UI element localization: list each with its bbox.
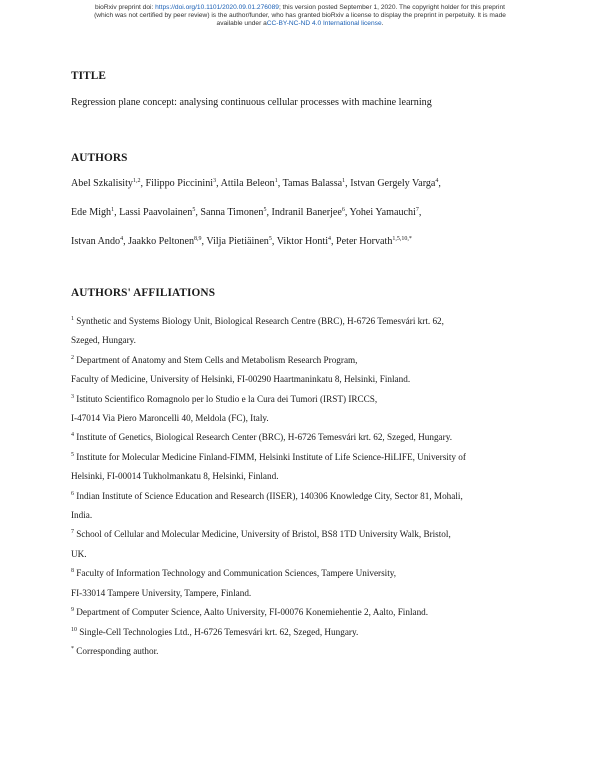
author-name: Ede Migh <box>71 207 112 218</box>
affiliation-item <box>71 487 541 526</box>
author-name: Lassi Paavolainen <box>119 207 193 218</box>
affiliation-number: * <box>71 645 74 652</box>
affiliation-line <box>71 409 541 428</box>
affiliation-number: 3 <box>71 393 74 400</box>
affiliation-item <box>71 564 541 603</box>
author-affiliation-sup: 8,9 <box>194 236 202 242</box>
affiliation-item <box>71 525 541 564</box>
affiliation-text: Faculty of Information Technology and Communication Sciences, Tampere University, <box>76 568 397 579</box>
author-name: Vilja Pietiäinen <box>206 236 269 247</box>
affiliation-text: Faculty of Medicine, University of Helsinki, FI-00290 Haartmaninkatu 8, Helsinki, Finland. <box>71 374 411 385</box>
affiliation-line <box>71 564 541 583</box>
affiliation-line <box>71 428 541 447</box>
affiliations-list <box>71 312 541 661</box>
banner-line-1 <box>0 4 600 12</box>
affiliation-text: Single-Cell Technologies Ltd., H-6726 Temesvári krt. 62, Szeged, Hungary. <box>79 626 359 637</box>
affiliation-line <box>71 584 541 603</box>
paper-title: Regression plane concept: analysing continuous cellular processes with machine learning <box>71 97 432 108</box>
affiliation-item <box>71 351 541 390</box>
affiliation-line <box>71 525 541 544</box>
affiliation-number: 6 <box>71 490 74 497</box>
author-affiliation-sup: 5 <box>192 207 196 213</box>
affiliation-item <box>71 312 541 351</box>
author-affiliation-sup: 1 <box>342 178 346 184</box>
banner-line-2: (which was not certified by peer review) is the author/funder, who has granted bioRxiv a license to display the preprint in perpetuity. It is made <box>94 12 506 20</box>
affiliation-line <box>71 351 541 370</box>
affiliation-item <box>71 642 541 661</box>
affiliation-text: FI-33014 Tampere University, Tampere, Finland. <box>71 587 252 598</box>
banner-license-suffix: . <box>381 20 384 28</box>
author-affiliation-sup: 7 <box>415 207 419 213</box>
author-affiliation-sup: 4 <box>435 178 439 184</box>
author-name: Indranil Banerjee <box>271 207 342 218</box>
affiliation-number: 2 <box>71 354 74 361</box>
affiliation-text: UK. <box>71 548 87 559</box>
affiliation-text: Institute of Genetics, Biological Research Center (BRC), H-6726 Temesvári krt. 62, Szeged, Hungary. <box>76 432 452 443</box>
affiliation-text: I-47014 Via Piero Maroncelli 40, Meldola (FC), Italy. <box>71 413 269 424</box>
author-name: Attila Beleon <box>220 178 275 189</box>
affiliation-line <box>71 487 541 506</box>
affiliation-number: 7 <box>71 529 74 536</box>
affiliation-item <box>71 603 541 622</box>
author-line: Istvan Ando$^4$, Jaakko Peltonen$^{8,9}$, Vilja Pietiäinen$^5$, Viktor Honti$^4$, Peter Horvath$^{1,5,10,*}$ <box>71 236 412 247</box>
author-affiliation-sup: 1,5,10,* <box>392 236 412 242</box>
affiliation-text: Istituto Scientifico Romagnolo per lo Studio e la Cura dei Tumori (IRST) IRCCS, <box>76 393 378 404</box>
author-name: Istvan Gergely Varga <box>350 178 436 189</box>
author-name: Istvan Ando <box>71 236 121 247</box>
author-name: Viktor Honti <box>276 236 328 247</box>
affiliation-line <box>71 506 541 525</box>
affiliation-text: Department of Anatomy and Stem Cells and Metabolism Research Program, <box>76 354 358 365</box>
affiliation-text: Indian Institute of Science Education and Research (IISER), 140306 Knowledge City, Sector 81, Mohali, <box>76 490 463 501</box>
affiliation-number: 9 <box>71 607 74 614</box>
affiliation-line <box>71 370 541 389</box>
author-name: Abel Szkalisity <box>71 178 133 189</box>
affiliation-text: School of Cellular and Molecular Medicine, University of Bristol, BS8 1TD University Walk, Bristol, <box>76 529 451 540</box>
affiliation-text: Szeged, Hungary. <box>71 335 136 346</box>
affiliation-item <box>71 428 541 447</box>
author-name: Peter Horvath <box>336 236 393 247</box>
affiliation-number: 10 <box>71 626 77 633</box>
author-affiliation-sup: 4 <box>328 236 331 242</box>
banner-doi-prefix: bioRxiv preprint doi: <box>95 4 156 11</box>
affiliation-line <box>71 312 541 331</box>
affiliations-heading: AUTHORS' AFFILIATIONS <box>71 287 216 299</box>
affiliation-item <box>71 623 541 642</box>
affiliation-line <box>71 390 541 409</box>
author-affiliation-sup: 3 <box>213 178 217 184</box>
author-affiliation-sup: 4 <box>120 236 124 242</box>
affiliation-text: Department of Computer Science, Aalto University, FI-00076 Konemiehentie 2, Aalto, Finland. <box>76 607 429 618</box>
banner-line-3 <box>0 20 600 28</box>
affiliation-number: 4 <box>71 432 74 439</box>
title-heading: TITLE <box>71 70 107 82</box>
preprint-banner <box>0 4 600 29</box>
author-affiliation-sup: 6 <box>341 207 345 213</box>
author-affiliation-sup: 1,2 <box>132 178 141 184</box>
affiliation-text: Helsinki, FI-00014 Tukholmankatu 8, Helsinki, Finland. <box>71 471 279 482</box>
author-name: Filippo Piccinini <box>145 178 214 189</box>
affiliation-item <box>71 448 541 487</box>
affiliation-text: Synthetic and Systems Biology Unit, Biological Research Centre (BRC), H-6726 Temesvári krt. 62, <box>76 316 444 326</box>
affiliation-item <box>71 390 541 429</box>
doi-link[interactable]: https://doi.org/10.1101/2020.09.01.276089 <box>155 4 279 11</box>
author-line: Ede Migh$^1$, Lassi Paavolainen$^5$, Sanna Timonen$^5$, Indranil Banerjee$^6$, Yohei Yamauchi$^7$, <box>71 207 422 218</box>
affiliation-line <box>71 448 541 467</box>
affiliation-number: 1 <box>71 316 74 322</box>
author-name: Tamas Balassa <box>282 178 343 189</box>
affiliation-number: 5 <box>71 451 74 458</box>
license-link[interactable]: CC-BY-NC-ND 4.0 International license <box>266 20 382 28</box>
affiliation-number: 8 <box>71 568 74 575</box>
author-affiliation-sup: 1 <box>274 178 278 184</box>
author-name: Sanna Timonen <box>200 207 264 218</box>
author-line: Abel Szkalisity$^{1,2}$, Filippo Piccinini$^3$, Attila Beleon$^1$, Tamas Balassa$^1$, Istvan Gergely Varga$^4$, <box>71 178 441 189</box>
affiliation-text: Institute for Molecular Medicine Finland-FIMM, Helsinki Institute of Life Science-HiLIFE, University of <box>76 451 466 462</box>
affiliation-text: Corresponding author. <box>76 645 159 656</box>
affiliation-line <box>71 623 541 642</box>
author-name: Jaakko Peltonen <box>128 236 195 247</box>
affiliation-text: India. <box>71 510 93 521</box>
affiliation-line <box>71 603 541 622</box>
banner-license-prefix: available under a <box>216 20 267 28</box>
affiliation-line <box>71 467 541 486</box>
authors-heading: AUTHORS <box>71 152 128 164</box>
affiliation-line <box>71 545 541 564</box>
affiliation-line <box>71 642 541 661</box>
author-name: Yohei Yamauchi <box>349 207 416 218</box>
affiliation-line <box>71 331 541 350</box>
author-affiliation-sup: 1 <box>111 207 115 213</box>
author-affiliation-sup: 5 <box>268 236 272 242</box>
banner-posted-text: ; this version posted September 1, 2020. The copyright holder for this preprint <box>278 4 505 11</box>
author-affiliation-sup: 5 <box>263 207 267 213</box>
